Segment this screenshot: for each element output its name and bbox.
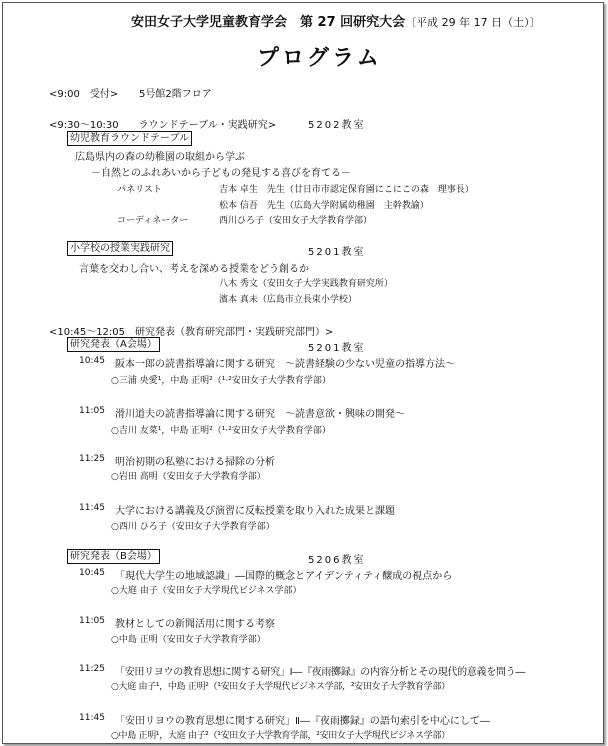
b1-authors: ○大庭 由子（安田女子大学現代ビジネス学部） [111,586,302,596]
a3-time: 11:25 [79,454,105,464]
b1-time: 10:45 [79,568,105,578]
coordinator: 西川ひろ子（安田女子大学教育学部） [219,216,373,226]
roundtable-time: <9:30～10:30 ラウンドテーブル・実践研究> [49,120,277,131]
b4-authors: ○中島 正明¹，大庭 由子²（¹安田女子大学教育学部，²安田女子大学現代ビジネス学部） [111,731,450,741]
early-label: 幼児教育ラウンドテーブル [67,131,192,146]
a2-title: 滑川道夫の読書指導論に関する研究 ～読書意欲・興味の開発～ [115,409,405,420]
early-subtheme: －自然とのふれあいから子どもの発見する喜びを育てる－ [91,168,351,179]
coordinator-role: コーディネーター [117,216,189,226]
a1-time: 10:45 [79,356,105,366]
a4-authors: ○西川 ひろ子（安田女子大学教育学部） [111,522,275,532]
b1-title: 「現代大学生の地域認識」―国際的概念とアイデンティティ醸成の視点から [115,571,453,582]
a4-time: 11:45 [79,503,105,513]
school-label: 小学校の授業実践研究 [67,241,173,256]
panelist-role: パネリスト [117,185,162,195]
header-title: 安田女子大学児童教育学会 第 27 回研究大会〔平成 29 年 17 日（土）〕 [131,15,541,30]
roundtable-room: 5202教室 [308,120,366,131]
program-page [2,2,604,744]
a3-authors: ○岩田 高明（安田女子大学教育学部） [111,472,266,482]
b4-title: 「安田リヨウの教育思想に関する研究」Ⅱ―『夜雨擲録』の語句索引を中心にして― [115,716,490,727]
a2-authors: ○吉川 友菜¹，中島 正明²（¹·²安田女子大学教育学部） [111,426,331,436]
b4-time: 11:45 [79,713,105,723]
school-person-1: 八木 秀文（安田女子大学実践教育研究所） [219,279,393,289]
b2-authors: ○中島 正明（安田女子大学教育学部） [111,635,266,645]
panelist-1: 吉本 卓生 先生（廿日市市認定保育園にこにこの森 理事長） [219,185,474,195]
reception-place: 5号館2階フロア [139,89,212,100]
page-title: プログラム [257,46,382,71]
a4-title: 大学における講義及び演習に反転授業を取り入れた成果と課題 [115,506,395,517]
a2-time: 11:05 [79,406,105,416]
b3-authors: ○大庭 由子¹，中島 正明²（¹安田女子大学現代ビジネス学部，²安田女子大学教育学部） [111,682,450,692]
venue-b-label: 研究発表（B会場） [67,549,160,564]
a3-title: 明治初期の私塾における掃除の分析 [115,457,275,468]
reception-time: <9:00 受付> [49,89,119,100]
early-theme: 広島県内の森の幼稚園の取組から学ぶ [75,152,245,163]
panelist-2: 松本 信吾 先生（広島大学附属幼稚園 主幹教諭） [219,201,429,211]
school-room: 5201教室 [308,247,366,258]
venue-b-room: 5206教室 [308,555,366,566]
a1-title: 阪本一郎の読書指導論に関する研究 ～読書経験の少ない児童の指導方法～ [115,359,455,370]
school-person-2: 濱本 真未（広島市立長束小学校） [219,295,357,305]
school-theme: 言葉を交わし合い、考えを深める授業をどう創るか [79,264,309,275]
research-time: <10:45～12:05 研究発表（教育研究部門・実践研究部門）> [49,327,334,338]
b2-title: 教材としての新聞活用に関する考察 [115,619,275,630]
venue-a-label: 研究発表（A会場） [67,337,160,352]
b3-time: 11:25 [79,664,105,674]
b2-time: 11:05 [79,616,105,626]
a1-authors: ○三浦 央愛¹，中島 正明²（¹·²安田女子大学教育学部） [111,376,331,386]
venue-a-room: 5201教室 [308,343,366,354]
b3-title: 「安田リヨウの教育思想に関する研究」Ⅰ―『夜雨擲録』の内容分析とその現代的意義を問う― [115,667,526,678]
